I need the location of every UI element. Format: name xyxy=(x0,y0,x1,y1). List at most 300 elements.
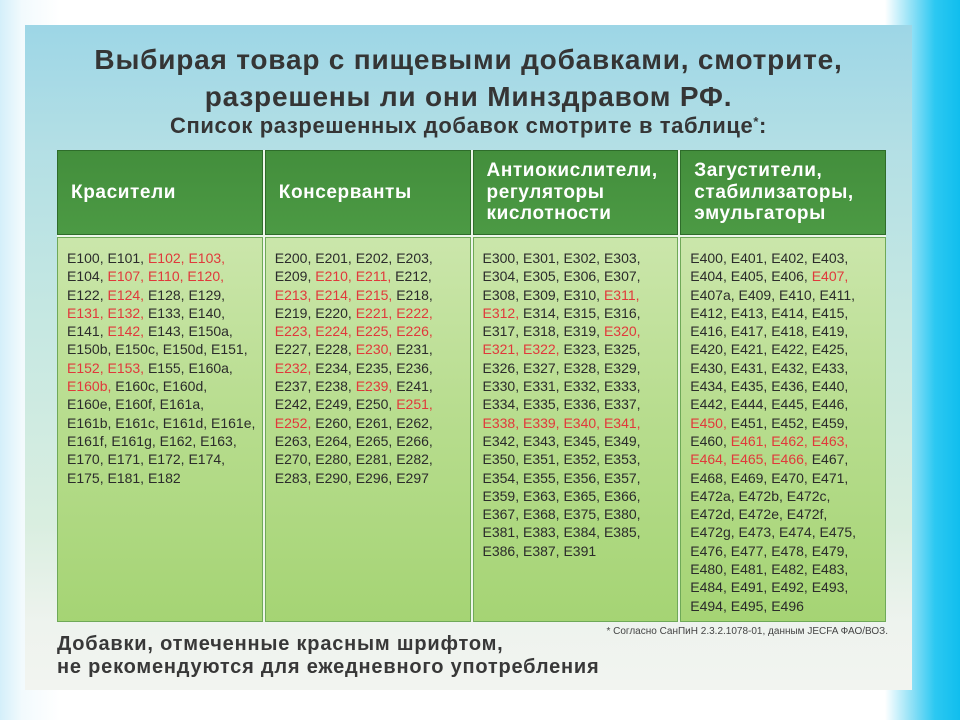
additive-code: E477, xyxy=(730,542,768,559)
additive-code: E150b, xyxy=(67,341,112,358)
additive-code: E470, xyxy=(771,469,808,486)
additive-line xyxy=(67,450,263,468)
additive-line xyxy=(483,487,679,505)
not-recommended-additive-code: E232, xyxy=(274,359,312,376)
not-recommended-additive-code: E338, xyxy=(482,414,520,431)
additive-code: E332, xyxy=(563,378,601,395)
additive-line xyxy=(483,505,679,523)
not-recommended-additive-code: E463, xyxy=(811,432,849,449)
additive-line xyxy=(67,322,263,340)
additive-code: E421, xyxy=(730,341,768,358)
additive-line xyxy=(690,469,886,487)
not-recommended-additive-code: E320, xyxy=(603,323,641,340)
additive-code: E122, xyxy=(67,286,104,303)
additive-code: E342, xyxy=(482,432,520,449)
additive-code: E495, xyxy=(730,597,768,614)
additive-code: E162, xyxy=(159,432,197,449)
subtitle-tail: : xyxy=(759,113,767,138)
additive-code: E238, xyxy=(315,378,352,395)
additive-code: E402, xyxy=(771,250,808,266)
additive-code: E209, xyxy=(274,268,312,285)
additive-code: E414, xyxy=(771,304,808,321)
column-body-preservatives xyxy=(265,237,471,622)
additive-code: E387, xyxy=(522,542,560,559)
not-recommended-additive-code: E465, xyxy=(730,451,768,468)
not-recommended-additive-code: E102, xyxy=(147,250,185,266)
additive-code: E425, xyxy=(811,341,849,358)
column-header-preservatives xyxy=(265,150,471,235)
additive-code: E307, xyxy=(603,268,641,285)
additive-code: E452, xyxy=(771,414,808,431)
additive-code: E349, xyxy=(603,432,641,449)
additive-code: E417, xyxy=(730,323,768,340)
additive-code: E333, xyxy=(603,378,641,395)
additive-code: E404, xyxy=(690,268,727,285)
additive-code: E237, xyxy=(274,378,312,395)
additive-line xyxy=(483,414,679,432)
additive-code: E303, xyxy=(603,250,641,266)
additive-code: E337, xyxy=(603,396,641,413)
additive-line xyxy=(483,523,679,541)
additive-line xyxy=(275,304,471,322)
additive-line xyxy=(690,523,886,541)
additive-code: E343, xyxy=(522,432,560,449)
additive-code: E261, xyxy=(355,414,393,431)
additive-line xyxy=(690,359,886,377)
additive-code: E265, xyxy=(355,432,393,449)
additive-code: E353, xyxy=(603,451,641,468)
additive-code: E133, xyxy=(147,304,185,321)
additive-code: E334, xyxy=(482,396,520,413)
additive-code: E300, xyxy=(482,250,520,266)
additive-code: E419, xyxy=(811,323,849,340)
additive-code: E283, xyxy=(274,469,312,486)
additive-code: E270, xyxy=(274,451,312,468)
additive-code: E400, xyxy=(690,250,727,266)
additive-code: E472f, xyxy=(786,506,828,523)
footer-note xyxy=(57,633,599,679)
additive-code: E411, xyxy=(819,286,856,303)
additive-code: E355, xyxy=(522,469,560,486)
additive-code: E491, xyxy=(730,579,768,596)
not-recommended-additive-code: E321, xyxy=(482,341,520,358)
additive-code: E250, xyxy=(355,396,393,413)
additive-code: E335, xyxy=(522,396,560,413)
not-recommended-additive-code: E322, xyxy=(522,341,560,358)
additive-code: E161c, xyxy=(115,414,159,431)
not-recommended-additive-code: E210, xyxy=(315,268,352,285)
additive-code: E354, xyxy=(482,469,520,486)
additive-code: E482, xyxy=(771,561,808,578)
additive-line xyxy=(483,469,679,487)
additive-code: E150c, xyxy=(115,341,159,358)
not-recommended-additive-code: E340, xyxy=(563,414,601,431)
additive-code: E218, xyxy=(396,286,433,303)
not-recommended-additive-code: E225, xyxy=(355,323,393,340)
additive-code: E266, xyxy=(396,432,433,449)
additive-code: E314, xyxy=(522,304,560,321)
additive-code: E249, xyxy=(315,396,352,413)
not-recommended-additive-code: E464, xyxy=(690,451,727,468)
additive-code: E350, xyxy=(482,451,520,468)
additive-code: E174, xyxy=(188,451,226,468)
additive-code: E161f, xyxy=(67,432,108,449)
additive-code: E435, xyxy=(730,378,768,395)
additive-code: E260, xyxy=(315,414,352,431)
additive-code: E336, xyxy=(563,396,601,413)
additive-line xyxy=(690,377,886,395)
not-recommended-additive-code: E312, xyxy=(482,304,520,321)
additive-code: E363, xyxy=(522,487,560,504)
additive-code: E242, xyxy=(274,396,312,413)
additive-code: E405, xyxy=(730,268,768,285)
title-line-1: Выбирая товар с пищевыми добавками, смотрите, xyxy=(94,44,843,75)
additive-code: E160a, xyxy=(188,359,233,376)
additive-code: E318, xyxy=(522,323,560,340)
additive-code: E181, xyxy=(107,469,145,486)
additive-line xyxy=(690,414,886,432)
additive-line xyxy=(483,395,679,413)
additive-code: E160c, xyxy=(115,378,159,395)
additive-code: E413, xyxy=(730,304,768,321)
additive-line xyxy=(67,469,263,487)
additive-code: E170, xyxy=(67,451,104,468)
additive-code: E352, xyxy=(563,451,601,468)
additive-code: E367, xyxy=(482,506,520,523)
not-recommended-additive-code: E407, xyxy=(811,268,849,285)
not-recommended-additive-code: E252, xyxy=(274,414,312,431)
additive-code: E219, xyxy=(274,304,312,321)
additive-code: E161b, xyxy=(67,414,112,431)
not-recommended-additive-code: E153, xyxy=(107,359,145,376)
additive-line xyxy=(690,249,886,267)
additive-code: E227, xyxy=(274,341,312,358)
additive-code: E161a, xyxy=(159,396,205,413)
additive-code: E331, xyxy=(522,378,560,395)
column-header-line: регуляторы xyxy=(486,181,605,203)
additive-code: E163, xyxy=(200,432,237,449)
additive-code: E160d, xyxy=(162,378,208,395)
footer-note-line-2: не рекомендуются для ежедневного употребления xyxy=(57,656,600,678)
not-recommended-additive-code: E466, xyxy=(771,451,808,468)
not-recommended-additive-code: E213, xyxy=(274,286,312,303)
additive-code: E262, xyxy=(396,414,433,431)
not-recommended-additive-code: E462, xyxy=(771,432,808,449)
additive-code: E175, xyxy=(67,469,104,486)
additive-code: E304, xyxy=(482,268,520,285)
additive-line xyxy=(690,450,886,468)
additive-code: E467, xyxy=(811,451,849,468)
additive-code: E203, xyxy=(396,250,433,266)
additive-code: E306, xyxy=(563,268,601,285)
additive-line xyxy=(483,267,679,285)
additive-code: E473, xyxy=(738,524,776,541)
additive-code: E302, xyxy=(563,250,601,266)
additive-code: E446, xyxy=(811,396,849,413)
additive-code: E451, xyxy=(730,414,768,431)
additive-code: E416, xyxy=(690,323,727,340)
not-recommended-additive-code: E110, xyxy=(147,268,184,285)
additive-line xyxy=(483,450,679,468)
additive-code: E434, xyxy=(690,378,727,395)
additive-code: E129, xyxy=(188,286,226,303)
additive-code: E200, xyxy=(274,250,312,266)
additive-code: E281, xyxy=(355,451,393,468)
additive-code: E365, xyxy=(563,487,601,504)
additive-line xyxy=(275,249,471,267)
additive-code: E444, xyxy=(730,396,768,413)
not-recommended-additive-code: E131, xyxy=(67,304,104,321)
additive-code: E202, xyxy=(355,250,393,266)
additive-code: E329, xyxy=(603,359,641,376)
additive-code: E325, xyxy=(603,341,641,358)
additive-code: E494, xyxy=(690,597,727,614)
additive-line xyxy=(483,322,679,340)
additive-code: E328, xyxy=(563,359,601,376)
column-header-thickeners xyxy=(680,150,886,235)
additive-code: E471, xyxy=(811,469,849,486)
additive-code: E418, xyxy=(771,323,808,340)
additive-code: E263, xyxy=(274,432,312,449)
column-header-line: Загустители, xyxy=(694,160,823,182)
additive-code: E430, xyxy=(690,359,727,376)
additive-line xyxy=(67,249,263,267)
column-body-thickeners xyxy=(680,237,886,622)
column-header-line: кислотности xyxy=(486,203,612,225)
additive-code: E433, xyxy=(811,359,849,376)
not-recommended-additive-code: E311, xyxy=(603,286,640,303)
additive-code: E475, xyxy=(819,524,857,541)
not-recommended-additive-code: E251, xyxy=(396,396,433,413)
additive-code: E297 xyxy=(396,469,429,486)
additive-code: E282, xyxy=(396,451,433,468)
footnote: * Согласно СанПиН 2.3.2.1078-01, данным JECFA ФАО/ВОЗ. xyxy=(606,626,888,637)
not-recommended-additive-code: E341, xyxy=(603,414,641,431)
additive-code: E368, xyxy=(522,506,560,523)
additive-code: E366, xyxy=(603,487,641,504)
additive-code: E101, xyxy=(107,250,145,266)
additive-code: E480, xyxy=(690,561,727,578)
additive-line xyxy=(690,322,886,340)
not-recommended-additive-code: E132, xyxy=(107,304,145,321)
additive-code: E440, xyxy=(811,378,849,395)
not-recommended-additive-code: E160b, xyxy=(67,378,112,395)
additive-line xyxy=(275,395,471,413)
additive-code: E100, xyxy=(67,250,104,266)
additive-code: E391 xyxy=(563,542,597,559)
additive-code: E231, xyxy=(396,341,433,358)
additive-line xyxy=(690,304,886,322)
not-recommended-additive-code: E211, xyxy=(355,268,392,285)
column-body-antioxidants xyxy=(473,237,679,622)
additive-code: E412, xyxy=(690,304,727,321)
additive-code: E468, xyxy=(690,469,727,486)
additive-line xyxy=(67,340,263,358)
additive-code: E150d, xyxy=(162,341,208,358)
additive-line xyxy=(483,432,679,450)
additive-code: E474, xyxy=(779,524,816,541)
additive-code: E431, xyxy=(730,359,768,376)
additive-code: E143, xyxy=(147,323,185,340)
column-header-antioxidants xyxy=(473,150,679,235)
additive-line xyxy=(275,469,471,487)
additive-line xyxy=(483,304,679,322)
additive-code: E172, xyxy=(147,451,185,468)
additive-code: E104, xyxy=(67,268,104,285)
column-header-colorants xyxy=(57,150,263,235)
column-header-line: стабилизаторы, xyxy=(694,181,854,203)
additive-line xyxy=(67,395,263,413)
additive-code: E305, xyxy=(522,268,560,285)
additive-line xyxy=(690,432,886,450)
additive-line xyxy=(690,267,886,285)
poster xyxy=(25,25,912,690)
additive-line xyxy=(483,249,679,267)
additive-code: E479, xyxy=(811,542,849,559)
title xyxy=(25,41,912,115)
additive-code: E442, xyxy=(690,396,727,413)
additive-line xyxy=(690,578,886,596)
not-recommended-additive-code: E230, xyxy=(355,341,393,358)
additive-code: E236, xyxy=(396,359,433,376)
additive-code: E409, xyxy=(738,286,776,303)
additive-code: E415, xyxy=(811,304,849,321)
additive-code: E357, xyxy=(603,469,641,486)
not-recommended-additive-code: E222, xyxy=(396,304,433,321)
additive-code: E383, xyxy=(522,524,560,541)
additive-code: E432, xyxy=(771,359,808,376)
additive-line xyxy=(690,597,886,615)
additive-code: E492, xyxy=(771,579,808,596)
not-recommended-additive-code: E339, xyxy=(522,414,560,431)
additive-code: E315, xyxy=(563,304,601,321)
additive-line xyxy=(483,542,679,560)
additive-code: E290, xyxy=(315,469,352,486)
additive-code: E327, xyxy=(522,359,560,376)
additive-line xyxy=(690,395,886,413)
additive-code: E472d, xyxy=(690,506,735,523)
not-recommended-additive-code: E152, xyxy=(67,359,104,376)
additive-code: E141, xyxy=(67,323,104,340)
additives-table xyxy=(57,150,886,622)
additive-code: E161g, xyxy=(111,432,156,449)
additive-code: E403, xyxy=(811,250,849,266)
additive-code: E445, xyxy=(771,396,808,413)
additive-code: E459, xyxy=(811,414,849,431)
additive-code: E476, xyxy=(690,542,727,559)
additive-line xyxy=(275,340,471,358)
additive-line xyxy=(690,505,886,523)
additive-line xyxy=(67,286,263,304)
additive-code: E235, xyxy=(355,359,393,376)
additive-line xyxy=(67,304,263,322)
additive-code: E160e, xyxy=(67,396,112,413)
subtitle-text: Список разрешенных добавок смотрите в таблице xyxy=(170,113,754,138)
additive-line xyxy=(275,377,471,395)
column-header-line: эмульгаторы xyxy=(694,203,826,225)
additive-code: E420, xyxy=(690,341,727,358)
additive-line xyxy=(275,414,471,432)
additive-code: E234, xyxy=(315,359,352,376)
not-recommended-additive-code: E124, xyxy=(107,286,145,303)
not-recommended-additive-code: E226, xyxy=(396,323,433,340)
not-recommended-additive-code: E215, xyxy=(355,286,393,303)
not-recommended-additive-code: E461, xyxy=(730,432,768,449)
additive-code: E220, xyxy=(315,304,352,321)
column-header-line: Антиокислители, xyxy=(486,160,658,182)
not-recommended-additive-code: E239, xyxy=(355,378,393,395)
additive-line xyxy=(67,377,263,395)
additive-line xyxy=(275,267,471,285)
additive-code: E201, xyxy=(315,250,352,266)
not-recommended-additive-code: E120, xyxy=(187,268,224,285)
additive-line xyxy=(275,359,471,377)
additive-code: E483, xyxy=(811,561,849,578)
additive-line xyxy=(67,359,263,377)
additive-line xyxy=(483,377,679,395)
additive-line xyxy=(67,414,263,432)
subtitle xyxy=(25,114,912,141)
additive-line xyxy=(483,340,679,358)
additive-code: E481, xyxy=(730,561,768,578)
additive-line xyxy=(483,286,679,304)
additive-line xyxy=(690,487,886,505)
not-recommended-additive-code: E214, xyxy=(315,286,352,303)
title-line-2: разрешены ли они Минздравом РФ. xyxy=(204,81,733,112)
additive-code: E280, xyxy=(315,451,352,468)
additive-code: E380, xyxy=(603,506,641,523)
additive-code: E484, xyxy=(690,579,727,596)
additive-line xyxy=(690,560,886,578)
additive-code: E460, xyxy=(690,432,727,449)
additive-code: E359, xyxy=(482,487,520,504)
additive-code: E161e, xyxy=(211,414,256,431)
additive-code: E151, xyxy=(211,341,248,358)
not-recommended-additive-code: E107, xyxy=(107,268,145,285)
additive-line xyxy=(275,322,471,340)
additive-code: E472g, xyxy=(690,524,735,541)
additive-code: E381, xyxy=(482,524,520,541)
additive-code: E212, xyxy=(395,268,432,285)
additive-code: E406, xyxy=(771,268,808,285)
additive-code: E469, xyxy=(730,469,768,486)
additive-line xyxy=(690,542,886,560)
additive-line xyxy=(275,432,471,450)
additive-code: E326, xyxy=(482,359,520,376)
additive-code: E472e, xyxy=(738,506,783,523)
additive-code: E161d, xyxy=(162,414,208,431)
additive-code: E228, xyxy=(315,341,352,358)
additive-code: E316, xyxy=(603,304,641,321)
column-header-line: Консерванты xyxy=(278,181,412,203)
additive-code: E330, xyxy=(482,378,520,395)
additive-code: E386, xyxy=(482,542,520,559)
not-recommended-additive-code: E450, xyxy=(690,414,727,431)
additive-line xyxy=(690,340,886,358)
column-header-line: Красители xyxy=(71,181,177,203)
additive-code: E317, xyxy=(482,323,520,340)
additive-code: E385, xyxy=(603,524,641,541)
additive-code: E472c, xyxy=(786,487,831,504)
not-recommended-additive-code: E103, xyxy=(188,250,226,266)
additive-code: E323, xyxy=(563,341,601,358)
additive-code: E309, xyxy=(522,286,560,303)
additive-code: E410, xyxy=(779,286,816,303)
additive-code: E319, xyxy=(563,323,601,340)
additive-code: E308, xyxy=(482,286,520,303)
additive-code: E351, xyxy=(522,451,560,468)
additive-code: E155, xyxy=(147,359,185,376)
